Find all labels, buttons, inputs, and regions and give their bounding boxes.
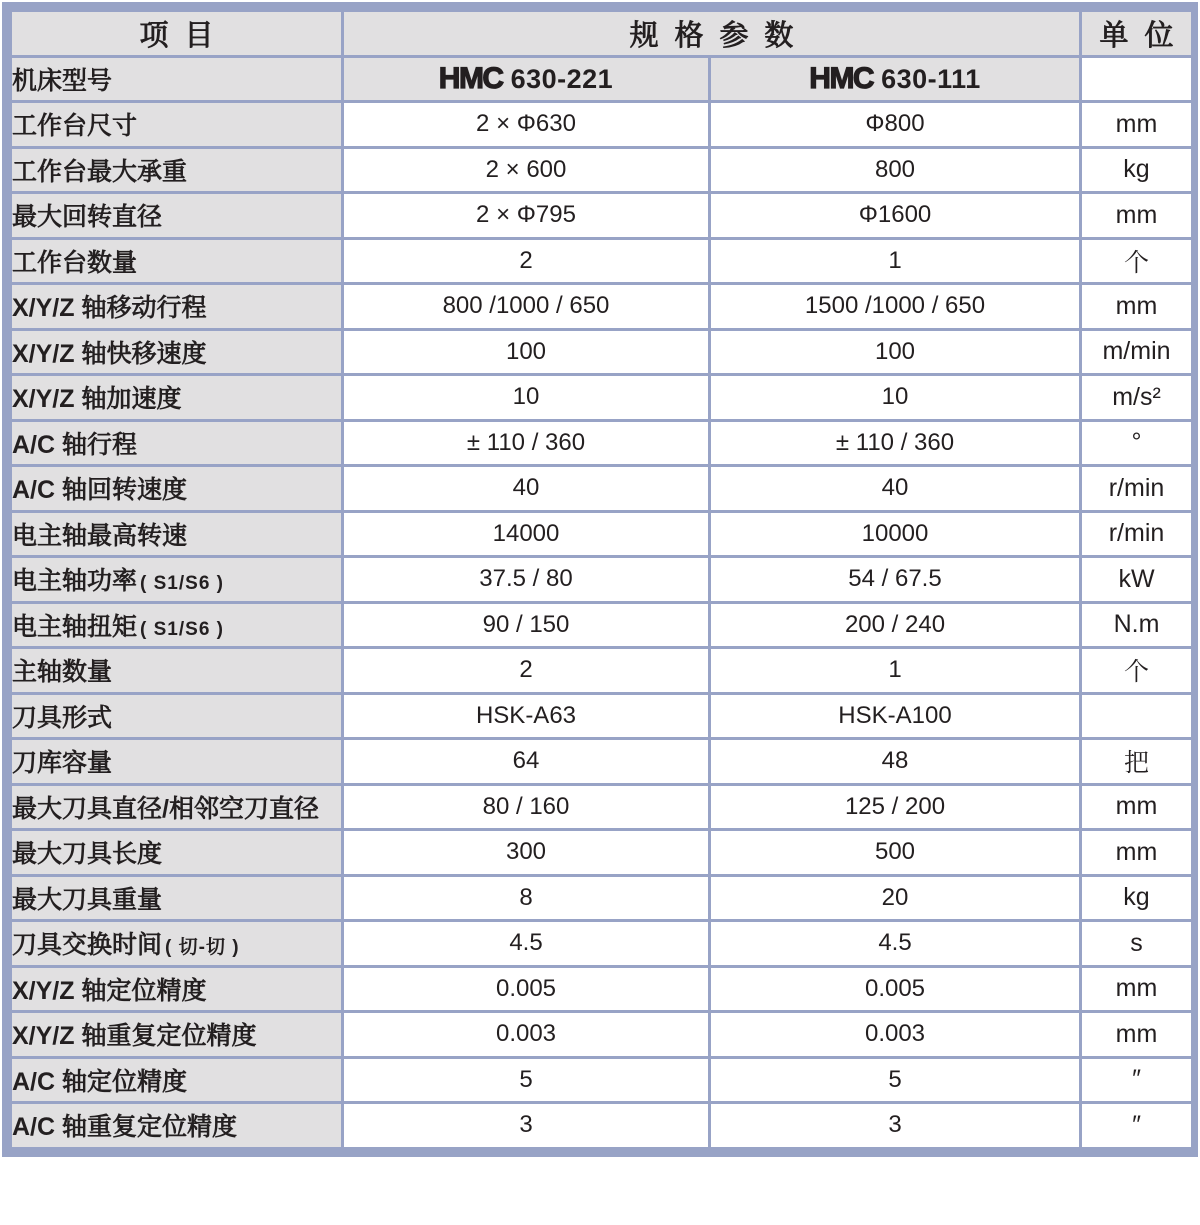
spec-value-630-221: 40 [343,466,710,512]
row-label [11,921,343,967]
spec-value-630-111: 10000 [710,511,1081,557]
spec-row [11,693,1193,739]
row-label-text: A/C 轴回转速度 [12,476,188,505]
row-label-text: X/Y/Z 轴重复定位精度 [12,1022,257,1051]
spec-value-630-111: 1 [710,238,1081,284]
row-label-text: X/Y/Z 轴快移速度 [12,339,207,368]
spec-value-630-221: 2 [343,238,710,284]
row-label-text: 刀具形式 [12,703,113,732]
unit-cell: s [1081,921,1193,967]
spec-row [11,329,1193,375]
row-label [11,1057,343,1103]
spec-value-630-111: 10 [710,375,1081,421]
spec-table-frame [2,2,1198,1157]
row-label-text: 最大刀具重量 [12,885,163,914]
unit-cell: 个 [1081,238,1193,284]
spec-value-630-111: 100 [710,329,1081,375]
row-label-text: A/C 轴行程 [12,430,138,459]
row-label-text: 最大回转直径 [12,203,163,232]
model-number: 630-221 [510,63,614,94]
model-value-1 [343,56,710,102]
row-label [11,284,343,330]
unit-cell: m/min [1081,329,1193,375]
spec-row [11,966,1193,1012]
spec-row [11,1012,1193,1058]
row-label [11,693,343,739]
spec-value-630-111: 125 / 200 [710,784,1081,830]
row-label-text: A/C 轴重复定位精度 [12,1113,238,1142]
row-label [11,830,343,876]
brand-logo-text: HMC [809,61,874,95]
row-label-text: 电主轴功率 [12,567,138,596]
spec-row [11,284,1193,330]
row-label-text: 电主轴最高转速 [12,521,188,550]
unit-cell: kg [1081,147,1193,193]
model-value-2 [710,56,1081,102]
row-label-text: 刀具交换时间 [12,931,163,960]
spec-value-630-111: HSK-A100 [710,693,1081,739]
unit-cell: N.m [1081,602,1193,648]
unit-cell: ″ [1081,1057,1193,1103]
row-label [11,102,343,148]
unit-cell: mm [1081,830,1193,876]
machine-model-row [11,56,1193,102]
spec-row [11,238,1193,284]
spec-value-630-221: 8 [343,875,710,921]
unit-cell [1081,693,1193,739]
brand-logo-text: HMC [438,61,503,95]
unit-cell: ° [1081,420,1193,466]
row-label-text: 最大刀具长度 [12,840,163,869]
row-label-subtext: ( S1/S6 ) [140,573,224,595]
spec-value-630-111: 0.003 [710,1012,1081,1058]
row-label [11,511,343,557]
spec-row [11,147,1193,193]
col-header-unit: 单位 [1081,11,1193,57]
row-label-machine-model: 机床型号 [11,56,343,102]
row-label [11,648,343,694]
spec-value-630-221: 64 [343,739,710,785]
spec-value-630-221: 100 [343,329,710,375]
unit-cell: mm [1081,193,1193,239]
row-label [11,420,343,466]
spec-row [11,1057,1193,1103]
header-row [11,11,1193,57]
spec-value-630-111: Φ1600 [710,193,1081,239]
spec-value-630-221: 10 [343,375,710,421]
spec-value-630-111: 40 [710,466,1081,512]
spec-value-630-111: 800 [710,147,1081,193]
unit-cell: mm [1081,784,1193,830]
spec-row [11,602,1193,648]
spec-value-630-111: 5 [710,1057,1081,1103]
row-label [11,1103,343,1149]
spec-row [11,1103,1193,1149]
row-label [11,147,343,193]
col-header-item: 项目 [11,11,343,57]
spec-row [11,466,1193,512]
row-label-text: 工作台尺寸 [12,112,138,141]
spec-value-630-111: 20 [710,875,1081,921]
spec-value-630-221: 300 [343,830,710,876]
unit-cell: 个 [1081,648,1193,694]
spec-row [11,921,1193,967]
row-label-text: 电主轴扭矩 [12,612,138,641]
unit-cell: ″ [1081,1103,1193,1149]
spec-row [11,375,1193,421]
spec-row [11,557,1193,603]
spec-value-630-221: 3 [343,1103,710,1149]
spec-value-630-221: HSK-A63 [343,693,710,739]
spec-value-630-111: 500 [710,830,1081,876]
unit-cell: kW [1081,557,1193,603]
unit-cell: mm [1081,102,1193,148]
unit-cell: mm [1081,1012,1193,1058]
spec-value-630-111: 1 [710,648,1081,694]
row-label [11,602,343,648]
spec-row [11,193,1193,239]
spec-value-630-221: 0.003 [343,1012,710,1058]
row-label [11,557,343,603]
spec-value-630-111: Φ800 [710,102,1081,148]
spec-value-630-111: 54 / 67.5 [710,557,1081,603]
row-label-subtext: ( 切-切 ) [165,937,240,959]
spec-row [11,739,1193,785]
spec-value-630-221: 5 [343,1057,710,1103]
spec-value-630-221: 2 × Φ630 [343,102,710,148]
row-label-text: 最大刀具直径/相邻空刀直径 [12,794,319,823]
row-label [11,966,343,1012]
spec-row [11,511,1193,557]
spec-value-630-221: 2 × Φ795 [343,193,710,239]
row-label-text: 工作台数量 [12,248,138,277]
spec-value-630-221: 0.005 [343,966,710,1012]
unit-cell: 把 [1081,739,1193,785]
spec-value-630-221: 2 × 600 [343,147,710,193]
spec-value-630-221: 800 /1000 / 650 [343,284,710,330]
unit-cell: r/min [1081,466,1193,512]
unit-cell: mm [1081,284,1193,330]
spec-value-630-111: 1500 /1000 / 650 [710,284,1081,330]
unit-cell: mm [1081,966,1193,1012]
machine-spec-table [9,9,1194,1150]
row-label [11,875,343,921]
row-label-text: 工作台最大承重 [12,157,188,186]
unit-cell: kg [1081,875,1193,921]
row-label [11,784,343,830]
row-label-text: 刀库容量 [12,749,113,778]
spec-value-630-111: 48 [710,739,1081,785]
row-label [11,329,343,375]
spec-value-630-111: 4.5 [710,921,1081,967]
row-label [11,466,343,512]
spec-value-630-221: ± 110 / 360 [343,420,710,466]
spec-value-630-221: 37.5 / 80 [343,557,710,603]
row-label-subtext: ( S1/S6 ) [140,618,224,640]
spec-value-630-111: 200 / 240 [710,602,1081,648]
spec-value-630-221: 80 / 160 [343,784,710,830]
row-label [11,739,343,785]
spec-row [11,784,1193,830]
spec-value-630-111: ± 110 / 360 [710,420,1081,466]
row-label-text: X/Y/Z 轴定位精度 [12,976,207,1005]
spec-value-630-221: 14000 [343,511,710,557]
row-label [11,238,343,284]
row-label-text: A/C 轴定位精度 [12,1067,188,1096]
row-label [11,1012,343,1058]
spec-value-630-221: 90 / 150 [343,602,710,648]
row-label [11,193,343,239]
spec-value-630-221: 4.5 [343,921,710,967]
unit-cell: m/s² [1081,375,1193,421]
spec-row [11,102,1193,148]
model-number: 630-111 [881,63,981,94]
unit-cell-empty [1081,56,1193,102]
spec-value-630-111: 3 [710,1103,1081,1149]
spec-row [11,648,1193,694]
unit-cell: r/min [1081,511,1193,557]
spec-row [11,420,1193,466]
spec-value-630-111: 0.005 [710,966,1081,1012]
row-label-text: 主轴数量 [12,658,113,687]
spec-row [11,875,1193,921]
spec-row [11,830,1193,876]
spec-value-630-221: 2 [343,648,710,694]
col-header-spec: 规格参数 [343,11,1081,57]
row-label [11,375,343,421]
row-label-text: X/Y/Z 轴移动行程 [12,294,207,323]
row-label-text: X/Y/Z 轴加速度 [12,385,182,414]
